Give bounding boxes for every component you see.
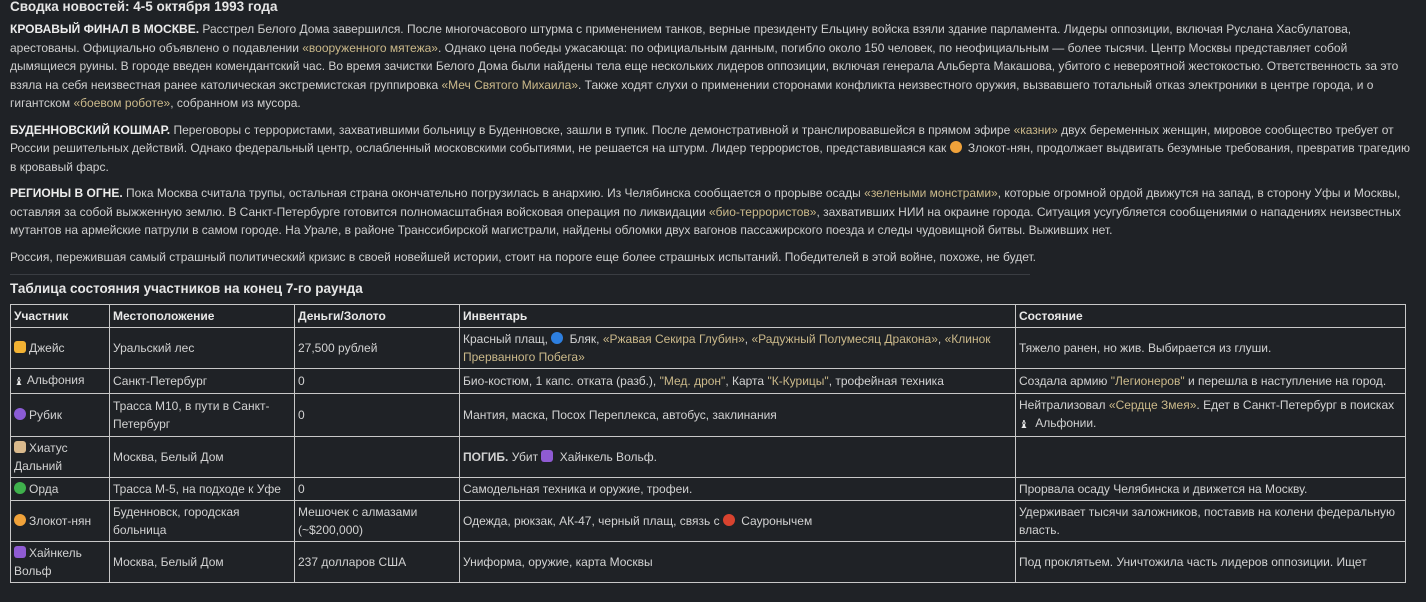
flexed-arm-icon xyxy=(14,341,26,353)
header-inventory: Инвентарь xyxy=(460,305,1016,328)
news-body xyxy=(10,20,1416,266)
table-row xyxy=(11,328,1406,369)
header-money: Деньги/Золото xyxy=(295,305,460,328)
text-segment: Под проклятьем. Уничтожила часть лидеров оппозиции. Ищет xyxy=(1019,555,1367,569)
text-segment: и перешла в наступление на город. xyxy=(1184,374,1387,388)
participant-cell xyxy=(11,369,110,394)
participant-name: Злокот-нян xyxy=(29,514,92,528)
news-title: Сводка новостей: 4-5 октября 1993 года xyxy=(10,0,278,14)
participant-cell xyxy=(11,437,110,478)
participant-cell xyxy=(11,328,110,369)
status-cell xyxy=(1016,501,1406,542)
inventory-cell xyxy=(460,542,1016,583)
chess-piece-icon: ♝ xyxy=(1019,419,1029,431)
text-segment: Мантия, маска, Посох Переплекса, автобус, заклинания xyxy=(463,408,777,422)
text-segment: Пока Москва считала трупы, остальная страна окончательно погрузилась в анархию. Из Челябинска сообщается о прорыве осады xyxy=(122,186,865,200)
location-cell: Санкт-Петербург xyxy=(110,369,295,394)
participant-name: Хиатус Дальний xyxy=(14,441,68,473)
participant-name: Хайнкель Вольф xyxy=(14,546,82,578)
inventory-cell xyxy=(460,369,1016,394)
quoted-term: «Сердце Змея» xyxy=(1108,398,1197,412)
participant-name: Альфония xyxy=(26,373,85,387)
news-paragraph xyxy=(10,248,1416,267)
table-row xyxy=(11,437,1406,478)
money-cell: Мешочек с алмазами (~$200,000) xyxy=(295,501,460,542)
status-table xyxy=(10,304,1406,583)
paragraph-lead: БУДЕННОВСКИЙ КОШМАР. xyxy=(10,122,171,137)
text-segment: Прорвала осаду Челябинска и движется на Москву. xyxy=(1019,482,1308,496)
location-cell: Уральский лес xyxy=(110,328,295,369)
table-row xyxy=(11,542,1406,583)
text-segment: двух беременных женщин, мировое сообщество требует от России решительных действий. Однако федеральный центр, ослабленный московскими событиями, не решается на штурм. Лидер террористов, представившаяся как xyxy=(10,122,1394,155)
text-segment: , xyxy=(937,332,945,346)
status-cell xyxy=(1016,328,1406,369)
quoted-term: "Легионеров" xyxy=(1110,374,1185,388)
table-row xyxy=(11,369,1406,394)
quoted-term: "Мед. дрон" xyxy=(659,374,726,388)
news-paragraph xyxy=(10,121,1416,177)
text-segment: Расстрел Белого Дома завершился. После многочасового штурма с применением танков, верные президенту Ельцину войска взяли здание парламента. Лидеры оппозиции, включая Руслана Хасбулатова, арестованы. Официально объявлено о подавлении xyxy=(10,22,1352,55)
tiger-icon xyxy=(950,141,962,153)
participant-name: Рубик xyxy=(29,408,62,422)
tiger-icon xyxy=(14,514,26,526)
text-segment: , захвативших НИИ на окраине города. Ситуация усугубляется сообщениями о нападениях неизвестных мутантов на армейские патрули в самом городе. На Урале, в районе Транссибирской магистрали, найдены обломки двух вагонов пассажирского поезда и следы чудовищной битвы. Выживших нет. xyxy=(10,204,1401,237)
quoted-term: «Радужный Полумесяц Дракона» xyxy=(751,332,938,346)
quoted-term: «Меч Святого Михаила» xyxy=(441,77,578,92)
quoted-term: «вооруженного мятежа» xyxy=(302,40,438,55)
money-cell: 27,500 рублей xyxy=(295,328,460,369)
header-location: Местоположение xyxy=(110,305,295,328)
participant-cell xyxy=(11,478,110,501)
text-segment: Униформа, оружие, карта Москвы xyxy=(463,555,653,569)
inventory-cell xyxy=(460,501,1016,542)
money-cell: 0 xyxy=(295,478,460,501)
text-segment: Хайнкель Вольф. xyxy=(556,450,657,464)
blue-circle-icon xyxy=(551,332,563,344)
location-cell: Москва, Белый Дом xyxy=(110,542,295,583)
inventory-cell xyxy=(460,328,1016,369)
quoted-term: «зелеными монстрами» xyxy=(864,186,998,200)
text-segment: Злокот-нян, продолжает выдвигать безумные требования, превратив трагедию в кровавый фарс. xyxy=(10,141,1411,174)
quoted-term: «био-террористов» xyxy=(709,204,817,219)
status-cell xyxy=(1016,542,1406,583)
table-row xyxy=(11,501,1406,542)
money-cell: 0 xyxy=(295,369,460,394)
status-cell xyxy=(1016,369,1406,394)
text-segment: Сауронычем xyxy=(737,514,813,528)
text-segment: . Едет в Санкт-Петербург в поисках xyxy=(1196,398,1395,412)
divider xyxy=(10,274,1030,275)
participant-name: Орда xyxy=(29,482,59,496)
text-segment: , трофейная техника xyxy=(828,374,944,388)
status-cell xyxy=(1016,478,1406,501)
table-row xyxy=(11,394,1406,437)
text-segment: Альфонии. xyxy=(1031,416,1097,430)
text-segment: Бляк, xyxy=(566,332,603,346)
text-segment: Нейтрализовал xyxy=(1019,398,1109,412)
purple-orb-icon xyxy=(14,408,26,420)
text-segment: Одежда, рюкзак, АК-47, черный плащ, связь с xyxy=(463,514,723,528)
location-cell: Трасса М10, в пути в Санкт-Петербург xyxy=(110,394,295,437)
text-segment: , xyxy=(744,332,752,346)
participant-cell xyxy=(11,542,110,583)
status-cell xyxy=(1016,394,1406,437)
table-row xyxy=(11,478,1406,501)
text-segment: , которые огромной ордой движутся на запад, в сторону Уфы и Москвы, оставляя за собой выжженную землю. В Санкт-Петербурге готовится полномасштабная войсковая операция по ликвидации xyxy=(10,186,1401,219)
location-cell: Трасса М-5, на подходе к Уфе xyxy=(110,478,295,501)
header-participant: Участник xyxy=(11,305,110,328)
news-paragraph xyxy=(10,20,1416,113)
ogre-icon xyxy=(723,514,735,526)
cross-icon xyxy=(14,546,26,558)
emphasis-text: ПОГИБ. xyxy=(463,450,509,464)
participant-cell xyxy=(11,394,110,437)
header-status: Состояние xyxy=(1016,305,1406,328)
quoted-term: «боевом роботе» xyxy=(73,96,171,110)
text-segment: Россия, пережившая самый страшный политический кризис в своей новейшей истории, стоит на пороге еще более страшных испытаний. Победителей в этой войне, похоже, не будет. xyxy=(10,249,1036,264)
quoted-term: "К-Курицы" xyxy=(767,374,829,388)
status-cell xyxy=(1016,437,1406,478)
text-segment: Био-костюм, 1 капс. отката (разб.), xyxy=(463,374,660,388)
quoted-term: «Ржавая Секира Глубин» xyxy=(602,332,745,346)
scroll-icon xyxy=(14,441,26,453)
inventory-cell xyxy=(460,478,1016,501)
participant-cell xyxy=(11,501,110,542)
quoted-term: «Клинок Прерванного Побега» xyxy=(463,332,991,364)
text-segment: . Однако цена победы ужасающа: по официальным данным, погибло около 150 человек, по неофициальным — более тысячи. Центр Москвы представляет собой дымящиеся руины. В городе введен комендантский час. Во время зачистки Белого Дома были найдены тела еще нескольких лидеров оппозиции, включая генерала Альберта Макашова, убитого с невероятной жестокостью. Ответственность за это взяла на себя неизвестная ранее католическая экстремистская группировка xyxy=(10,40,1399,92)
location-cell: Буденновск, городская больница xyxy=(110,501,295,542)
text-segment: Тяжело ранен, но жив. Выбирается из глуши. xyxy=(1019,341,1272,355)
money-cell: 237 долларов США xyxy=(295,542,460,583)
quoted-term: «казни» xyxy=(1013,122,1058,137)
money-cell xyxy=(295,437,460,478)
text-segment: Красный плащ, xyxy=(463,332,552,346)
text-segment: Создала армию xyxy=(1019,374,1111,388)
cross-icon xyxy=(541,450,553,462)
inventory-cell xyxy=(460,394,1016,437)
money-cell: 0 xyxy=(295,394,460,437)
text-segment: Переговоры с террористами, захватившими больницу в Буденновске, зашли в тупик. После демонстративной и транслировавшейся в прямом эфире xyxy=(170,122,1014,137)
text-segment: . Также ходят слухи о применении сторонами конфликта неизвестного оружия, вызвавшего тотальный отказ электроники в центре города, и о гигантском xyxy=(10,77,1374,110)
green-circle-icon xyxy=(14,482,26,494)
text-segment: Самодельная техника и оружие, трофеи. xyxy=(463,482,693,496)
text-segment: , собранном из мусора. xyxy=(170,96,301,110)
table-title: Таблица состояния участников на конец 7-го раунда xyxy=(10,281,363,296)
text-segment: , Карта xyxy=(725,374,768,388)
paragraph-lead: РЕГИОНЫ В ОГНЕ. xyxy=(10,186,123,200)
text-segment: Убит xyxy=(508,450,542,464)
paragraph-lead: КРОВАВЫЙ ФИНАЛ В МОСКВЕ. xyxy=(10,22,200,36)
inventory-cell xyxy=(460,437,1016,478)
text-segment: Удерживает тысячи заложников, поставив на колени федеральную власть. xyxy=(1019,505,1395,537)
location-cell: Москва, Белый Дом xyxy=(110,437,295,478)
news-paragraph xyxy=(10,184,1416,240)
table-header-row xyxy=(11,305,1406,328)
participant-name: Джейс xyxy=(29,341,65,355)
chess-piece-icon: ♝ xyxy=(14,376,24,388)
